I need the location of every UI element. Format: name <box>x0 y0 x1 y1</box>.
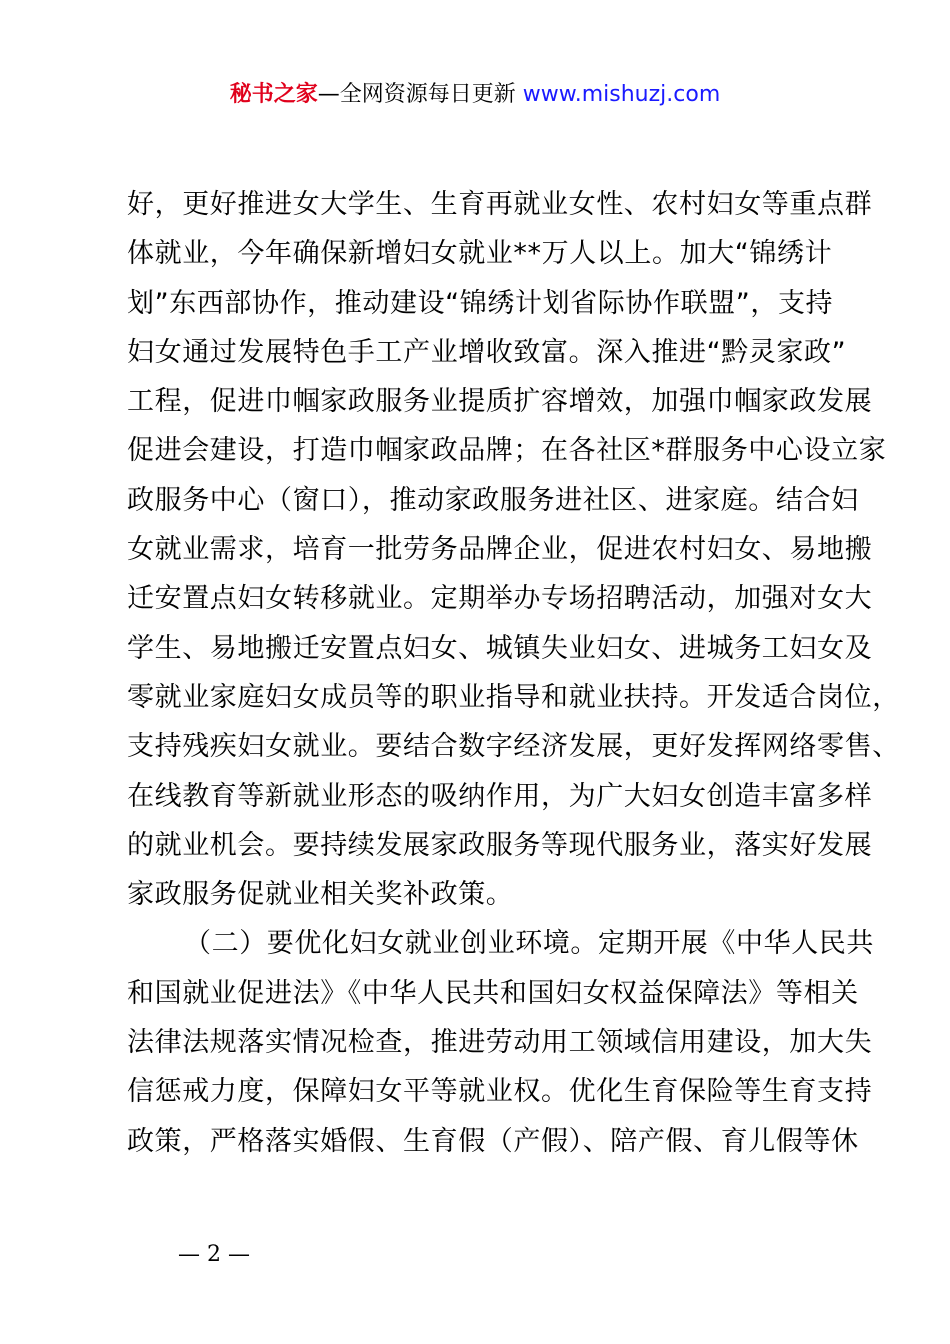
text-line: 划”东西部协作，推动建设“锦绣计划省际协作联盟”，支持 <box>127 287 834 319</box>
text-line: 学生、易地搬迁安置点妇女、城镇失业妇女、进城务工妇女及 <box>127 632 873 664</box>
text-line: 和国就业促进法》《中华人民共和国妇女权益保障法》等相关 <box>127 977 859 1009</box>
text-line: 家政服务促就业相关奖补政策。 <box>127 879 514 911</box>
text-line: 工程，促进巾帼家政服务业提质扩容增效，加强巾帼家政发展 <box>127 386 873 418</box>
text-line: 好，更好推进女大学生、生育再就业女性、农村妇女等重点群 <box>127 189 873 220</box>
text-line: 政服务中心（窗口），推动家政服务进社区、进家庭。结合妇 <box>127 484 859 516</box>
text-line: 政策，严格落实婚假、生育假（产假）、陪产假、育儿假等休 <box>127 1125 859 1157</box>
text-line: 体就业，今年确保新增妇女就业**万人以上。加大“锦绣计 <box>127 238 833 270</box>
text-line: 零就业家庭妇女成员等的职业指导和就业扶持。开发适合岗位， <box>127 681 900 713</box>
document-body <box>127 180 900 1166</box>
page-number: — 2 — <box>178 1242 250 1267</box>
site-header <box>0 80 950 110</box>
text-line: 促进会建设，打造巾帼家政品牌；在各社区*群服务中心设立家 <box>127 435 887 467</box>
site-url: www.mishuzj.com <box>522 82 721 107</box>
text-line: 的就业机会。要持续发展家政服务等现代服务业，落实好发展 <box>127 829 873 861</box>
site-tagline: —全网资源每日更新 <box>317 82 516 107</box>
site-brand: 秘书之家 <box>229 82 318 107</box>
text-line: 法律法规落实情况检查，推进劳动用工领域信用建设，加大失 <box>127 1027 873 1059</box>
text-line: 在线教育等新就业形态的吸纳作用，为广大妇女创造丰富多样 <box>127 780 873 812</box>
text-line: 支持残疾妇女就业。要结合数字经济发展，更好发挥网络零售、 <box>127 731 900 763</box>
text-line: 女就业需求，培育一批劳务品牌企业，促进农村妇女、易地搬 <box>127 534 873 566</box>
text-line: 妇女通过发展特色手工产业增收致富。深入推进“黔灵家政” <box>127 336 847 368</box>
paragraph-start-line: （二）要优化妇女就业创业环境。定期开展《中华人民共 <box>184 928 874 960</box>
text-line: 信惩戒力度，保障妇女平等就业权。优化生育保险等生育支持 <box>127 1076 873 1108</box>
text-line: 迁安置点妇女转移就业。定期举办专场招聘活动，加强对女大 <box>127 583 873 615</box>
